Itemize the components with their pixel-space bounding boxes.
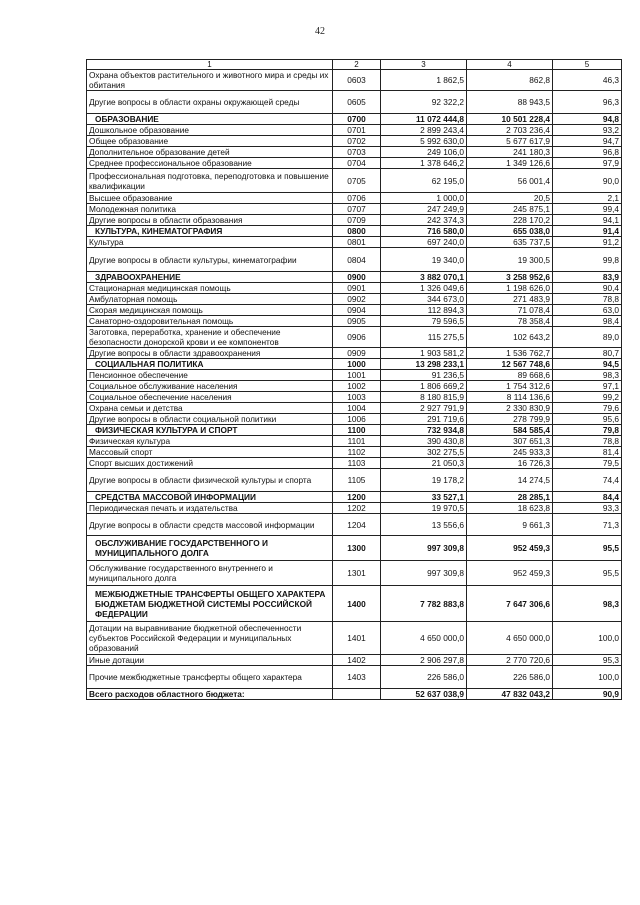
row-plan-value: 1 378 646,2 [381,158,467,169]
row-code: 0906 [333,327,381,348]
row-percent-value: 80,7 [553,348,622,359]
row-name: Спорт высших достижений [87,458,333,469]
table-row [87,283,622,294]
table-row [87,666,622,689]
header-cell: 5 [553,60,622,70]
row-name: Другие вопросы в области охраны окружающей среды [87,91,333,114]
row-code: 0707 [333,204,381,215]
row-plan-value: 7 782 883,8 [381,586,467,622]
row-percent-value: 95,3 [553,655,622,666]
row-plan-value: 112 894,3 [381,305,467,316]
row-code: 0900 [333,272,381,283]
row-plan-value: 697 240,0 [381,237,467,248]
row-plan-value: 302 275,5 [381,447,467,458]
row-code: 0902 [333,294,381,305]
row-percent-value: 79,6 [553,403,622,414]
row-code: 0603 [333,70,381,91]
row-percent-value: 95,5 [553,561,622,586]
row-plan-value: 19 340,0 [381,248,467,272]
row-plan-value: 2 927 791,9 [381,403,467,414]
row-name: Среднее профессиональное образование [87,158,333,169]
row-name: Культура [87,237,333,248]
table-row [87,447,622,458]
total-code [333,689,381,700]
row-actual-value: 278 799,9 [467,414,553,425]
row-actual-value: 245 875,1 [467,204,553,215]
section-row [87,226,622,237]
row-plan-value: 3 882 070,1 [381,272,467,283]
row-plan-value: 91 236,5 [381,370,467,381]
row-plan-value: 242 374,3 [381,215,467,226]
row-percent-value: 89,0 [553,327,622,348]
table-row [87,403,622,414]
row-plan-value: 291 719,6 [381,414,467,425]
row-name: СРЕДСТВА МАССОВОЙ ИНФОРМАЦИИ [87,492,333,503]
row-actual-value: 19 300,5 [467,248,553,272]
row-code: 1301 [333,561,381,586]
row-code: 0709 [333,215,381,226]
row-actual-value: 2 703 236,4 [467,125,553,136]
row-plan-value: 2 899 243,4 [381,125,467,136]
row-actual-value: 862,8 [467,70,553,91]
row-code: 1403 [333,666,381,689]
row-actual-value: 1 198 626,0 [467,283,553,294]
section-row [87,359,622,370]
row-code: 1402 [333,655,381,666]
row-actual-value: 78 358,4 [467,316,553,327]
table-row [87,370,622,381]
row-plan-value: 4 650 000,0 [381,622,467,655]
row-actual-value: 10 501 228,4 [467,114,553,125]
row-actual-value: 7 647 306,6 [467,586,553,622]
row-percent-value: 96,8 [553,147,622,158]
row-percent-value: 94,1 [553,215,622,226]
row-code: 1204 [333,514,381,536]
row-percent-value: 90,4 [553,283,622,294]
row-code: 1102 [333,447,381,458]
row-percent-value: 93,2 [553,125,622,136]
row-name: Другие вопросы в области социальной политики [87,414,333,425]
row-name: Скорая медицинская помощь [87,305,333,316]
row-code: 0800 [333,226,381,237]
row-name: Иные дотации [87,655,333,666]
row-plan-value: 21 050,3 [381,458,467,469]
row-percent-value: 95,6 [553,414,622,425]
row-name: Другие вопросы в области средств массовой информации [87,514,333,536]
row-name: Пенсионное обеспечение [87,370,333,381]
row-actual-value: 28 285,1 [467,492,553,503]
row-actual-value: 71 078,4 [467,305,553,316]
row-plan-value: 390 430,8 [381,436,467,447]
row-name: СОЦИАЛЬНАЯ ПОЛИТИКА [87,359,333,370]
table-row [87,316,622,327]
row-name: ОБСЛУЖИВАНИЕ ГОСУДАРСТВЕННОГО И МУНИЦИПАЛЬНОГО ДОЛГА [87,536,333,561]
row-plan-value: 1 326 049,6 [381,283,467,294]
total-row [87,689,622,700]
section-row [87,492,622,503]
table-row [87,348,622,359]
row-percent-value: 98,4 [553,316,622,327]
row-code: 1300 [333,536,381,561]
table-row [87,169,622,193]
row-actual-value: 226 586,0 [467,666,553,689]
row-plan-value: 33 527,1 [381,492,467,503]
table-row [87,204,622,215]
row-name: ЗДРАВООХРАНЕНИЕ [87,272,333,283]
row-plan-value: 1 862,5 [381,70,467,91]
row-plan-value: 19 970,5 [381,503,467,514]
row-percent-value: 2,1 [553,193,622,204]
row-actual-value: 18 623,8 [467,503,553,514]
row-name: Охрана семьи и детства [87,403,333,414]
row-name: Высшее образование [87,193,333,204]
table-row [87,147,622,158]
row-percent-value: 97,1 [553,381,622,392]
table-row [87,458,622,469]
row-plan-value: 1 000,0 [381,193,467,204]
row-name: Прочие межбюджетные трансферты общего характера [87,666,333,689]
section-row [87,586,622,622]
row-name: ФИЗИЧЕСКАЯ КУЛЬТУРА И СПОРТ [87,425,333,436]
row-code: 0901 [333,283,381,294]
row-actual-value: 8 114 136,6 [467,392,553,403]
row-plan-value: 11 072 444,8 [381,114,467,125]
section-row [87,114,622,125]
row-plan-value: 249 106,0 [381,147,467,158]
row-actual-value: 3 258 952,6 [467,272,553,283]
row-plan-value: 92 322,2 [381,91,467,114]
row-actual-value: 271 483,9 [467,294,553,305]
row-code: 0704 [333,158,381,169]
row-percent-value: 91,2 [553,237,622,248]
table-row [87,294,622,305]
row-code: 1100 [333,425,381,436]
table-row [87,392,622,403]
row-code: 1006 [333,414,381,425]
row-percent-value: 94,5 [553,359,622,370]
row-name: Дошкольное образование [87,125,333,136]
row-percent-value: 91,4 [553,226,622,237]
row-name: Профессиональная подготовка, переподготовка и повышение квалификации [87,169,333,193]
row-actual-value: 2 770 720,6 [467,655,553,666]
row-percent-value: 100,0 [553,622,622,655]
row-name: МЕЖБЮДЖЕТНЫЕ ТРАНСФЕРТЫ ОБЩЕГО ХАРАКТЕРА БЮДЖЕТАМ БЮДЖЕТНОЙ СИСТЕМЫ РОССИЙСКОЙ ФЕДЕРАЦИИ [87,586,333,622]
row-plan-value: 19 178,2 [381,469,467,492]
row-actual-value: 88 943,5 [467,91,553,114]
row-actual-value: 584 585,4 [467,425,553,436]
row-actual-value: 12 567 748,6 [467,359,553,370]
section-row [87,272,622,283]
table-row [87,436,622,447]
table-row [87,237,622,248]
row-plan-value: 8 180 815,9 [381,392,467,403]
row-code: 1105 [333,469,381,492]
row-percent-value: 63,0 [553,305,622,316]
row-actual-value: 655 038,0 [467,226,553,237]
row-name: Амбулаторная помощь [87,294,333,305]
row-plan-value: 13 556,6 [381,514,467,536]
row-name: КУЛЬТУРА, КИНЕМАТОГРАФИЯ [87,226,333,237]
row-actual-value: 952 459,3 [467,536,553,561]
row-name: ОБРАЗОВАНИЕ [87,114,333,125]
table-row [87,91,622,114]
row-percent-value: 93,3 [553,503,622,514]
page-number: 42 [315,26,325,37]
row-plan-value: 732 934,8 [381,425,467,436]
row-percent-value: 78,8 [553,436,622,447]
row-plan-value: 115 275,5 [381,327,467,348]
header-cell: 3 [381,60,467,70]
row-percent-value: 71,3 [553,514,622,536]
row-actual-value: 1 754 312,6 [467,381,553,392]
row-name: Охрана объектов растительного и животного мира и среды их обитания [87,70,333,91]
row-actual-value: 20,5 [467,193,553,204]
table-row [87,158,622,169]
table-row [87,514,622,536]
row-percent-value: 79,8 [553,425,622,436]
row-percent-value: 46,3 [553,70,622,91]
total-actual: 47 832 043,2 [467,689,553,700]
row-actual-value: 89 668,6 [467,370,553,381]
table-row [87,561,622,586]
row-actual-value: 56 001,4 [467,169,553,193]
row-plan-value: 62 195,0 [381,169,467,193]
header-cell: 2 [333,60,381,70]
table-header-row [87,60,622,70]
row-actual-value: 952 459,3 [467,561,553,586]
row-code: 0804 [333,248,381,272]
row-actual-value: 241 180,3 [467,147,553,158]
row-code: 0801 [333,237,381,248]
row-percent-value: 99,4 [553,204,622,215]
row-code: 0904 [333,305,381,316]
row-name: Молодежная политика [87,204,333,215]
row-plan-value: 226 586,0 [381,666,467,689]
row-name: Социальное обслуживание населения [87,381,333,392]
row-code: 1001 [333,370,381,381]
table-body [87,70,622,689]
row-percent-value: 95,5 [553,536,622,561]
row-code: 1002 [333,381,381,392]
row-actual-value: 4 650 000,0 [467,622,553,655]
table-row [87,70,622,91]
row-percent-value: 94,8 [553,114,622,125]
table-row [87,125,622,136]
row-plan-value: 997 309,8 [381,536,467,561]
row-name: Массовый спорт [87,447,333,458]
row-name: Другие вопросы в области образования [87,215,333,226]
row-percent-value: 100,0 [553,666,622,689]
header-cell: 1 [87,60,333,70]
row-actual-value: 245 933,3 [467,447,553,458]
row-code: 1200 [333,492,381,503]
row-name: Физическая культура [87,436,333,447]
row-name: Другие вопросы в области физической культуры и спорта [87,469,333,492]
row-plan-value: 344 673,0 [381,294,467,305]
row-code: 0700 [333,114,381,125]
row-percent-value: 99,8 [553,248,622,272]
row-actual-value: 2 330 830,9 [467,403,553,414]
row-percent-value: 74,4 [553,469,622,492]
row-actual-value: 16 726,3 [467,458,553,469]
table-row [87,215,622,226]
budget-expenses-table [86,59,622,700]
row-code: 1000 [333,359,381,370]
table-row [87,469,622,492]
total-label: Всего расходов областного бюджета: [87,689,333,700]
row-code: 1400 [333,586,381,622]
row-code: 1401 [333,622,381,655]
total-percent: 90,9 [553,689,622,700]
row-code: 0905 [333,316,381,327]
row-percent-value: 83,9 [553,272,622,283]
row-code: 1103 [333,458,381,469]
row-code: 0701 [333,125,381,136]
row-percent-value: 94,7 [553,136,622,147]
table-row [87,193,622,204]
row-plan-value: 13 298 233,1 [381,359,467,370]
row-name: Заготовка, переработка, хранение и обеспечение безопасности донорской крови и ее компонентов [87,327,333,348]
row-name: Дотации на выравнивание бюджетной обеспеченности субъектов Российской Федерации и муниципальных образований [87,622,333,655]
row-code: 1004 [333,403,381,414]
row-code: 1101 [333,436,381,447]
table-row [87,655,622,666]
header-cell: 4 [467,60,553,70]
row-actual-value: 307 651,3 [467,436,553,447]
row-code: 0605 [333,91,381,114]
table-row [87,381,622,392]
row-percent-value: 79,5 [553,458,622,469]
row-actual-value: 1 349 126,6 [467,158,553,169]
row-percent-value: 98,3 [553,370,622,381]
row-name: Обслуживание государственного внутреннего и муниципального долга [87,561,333,586]
row-plan-value: 5 992 630,0 [381,136,467,147]
total-plan: 52 637 038,9 [381,689,467,700]
row-actual-value: 1 536 762,7 [467,348,553,359]
row-percent-value: 96,3 [553,91,622,114]
row-name: Периодическая печать и издательства [87,503,333,514]
row-percent-value: 98,3 [553,586,622,622]
table-row [87,305,622,316]
row-code: 0706 [333,193,381,204]
row-actual-value: 635 737,5 [467,237,553,248]
row-code: 1003 [333,392,381,403]
row-code: 1202 [333,503,381,514]
row-percent-value: 78,8 [553,294,622,305]
row-percent-value: 84,4 [553,492,622,503]
row-actual-value: 5 677 617,9 [467,136,553,147]
row-code: 0703 [333,147,381,158]
section-row [87,425,622,436]
table-row [87,503,622,514]
table-row [87,327,622,348]
row-plan-value: 79 596,5 [381,316,467,327]
row-plan-value: 997 309,8 [381,561,467,586]
row-percent-value: 97,9 [553,158,622,169]
row-plan-value: 716 580,0 [381,226,467,237]
row-name: Стационарная медицинская помощь [87,283,333,294]
row-code: 0909 [333,348,381,359]
row-actual-value: 228 170,2 [467,215,553,226]
row-name: Другие вопросы в области здравоохранения [87,348,333,359]
row-percent-value: 99,2 [553,392,622,403]
row-actual-value: 14 274,5 [467,469,553,492]
row-actual-value: 102 643,2 [467,327,553,348]
row-code: 0705 [333,169,381,193]
row-name: Другие вопросы в области культуры, кинематографии [87,248,333,272]
row-percent-value: 81,4 [553,447,622,458]
row-code: 0702 [333,136,381,147]
row-plan-value: 2 906 297,8 [381,655,467,666]
row-name: Санаторно-оздоровительная помощь [87,316,333,327]
row-actual-value: 9 661,3 [467,514,553,536]
row-name: Социальное обеспечение населения [87,392,333,403]
table-row [87,248,622,272]
section-row [87,536,622,561]
row-percent-value: 90,0 [553,169,622,193]
row-plan-value: 247 249,9 [381,204,467,215]
row-name: Общее образование [87,136,333,147]
table-row [87,622,622,655]
table-row [87,136,622,147]
row-plan-value: 1 806 669,2 [381,381,467,392]
table-row [87,414,622,425]
row-name: Дополнительное образование детей [87,147,333,158]
row-plan-value: 1 903 581,2 [381,348,467,359]
